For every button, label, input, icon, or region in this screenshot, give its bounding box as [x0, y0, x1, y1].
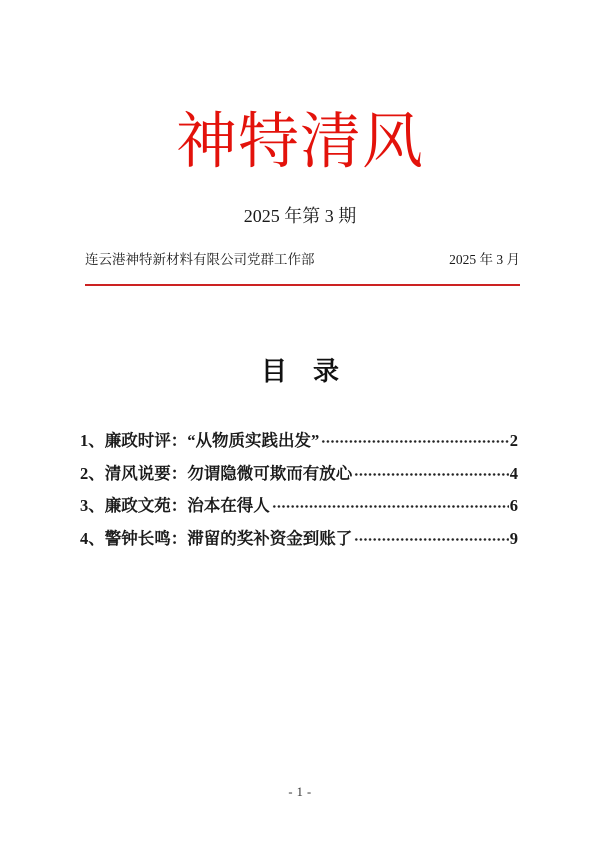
publish-date: 2025 年 3 月 — [449, 251, 520, 267]
toc-item[interactable] — [80, 425, 518, 458]
toc-item-page-number: 4 — [509, 463, 518, 483]
toc-list — [80, 425, 518, 555]
toc-item-label: 3、廉政文苑：治本在得人 — [80, 496, 270, 516]
masthead — [85, 251, 520, 269]
toc-item-page-number: 2 — [509, 431, 518, 451]
toc-item[interactable] — [80, 458, 518, 491]
publisher-name: 连云港神特新材料有限公司党群工作部 — [85, 251, 315, 267]
toc-dot-leader — [321, 433, 509, 450]
toc-dot-leader — [272, 498, 509, 515]
issue-number: 2025 年第 3 期 — [243, 205, 357, 226]
toc-item-label: 2、清风说要：勿谓隐微可欺而有放心 — [80, 463, 353, 483]
page-number-footer: - 1 - — [288, 785, 312, 799]
masthead-divider-rule — [85, 284, 520, 287]
toc-dot-leader — [354, 531, 509, 548]
toc-item-page-number: 9 — [509, 528, 518, 548]
toc-item-label: 4、警钟长鸣：滞留的奖补资金到账了 — [80, 528, 353, 548]
toc-dot-leader — [354, 466, 509, 483]
toc-item-label: 1、廉政时评：“从物质实践出发” — [80, 431, 320, 451]
toc-heading: 目 录 — [260, 357, 339, 387]
toc-item[interactable] — [80, 523, 518, 556]
page-title: 神特清风 — [175, 109, 424, 176]
toc-item[interactable] — [80, 490, 518, 523]
toc-item-page-number: 6 — [509, 496, 518, 516]
